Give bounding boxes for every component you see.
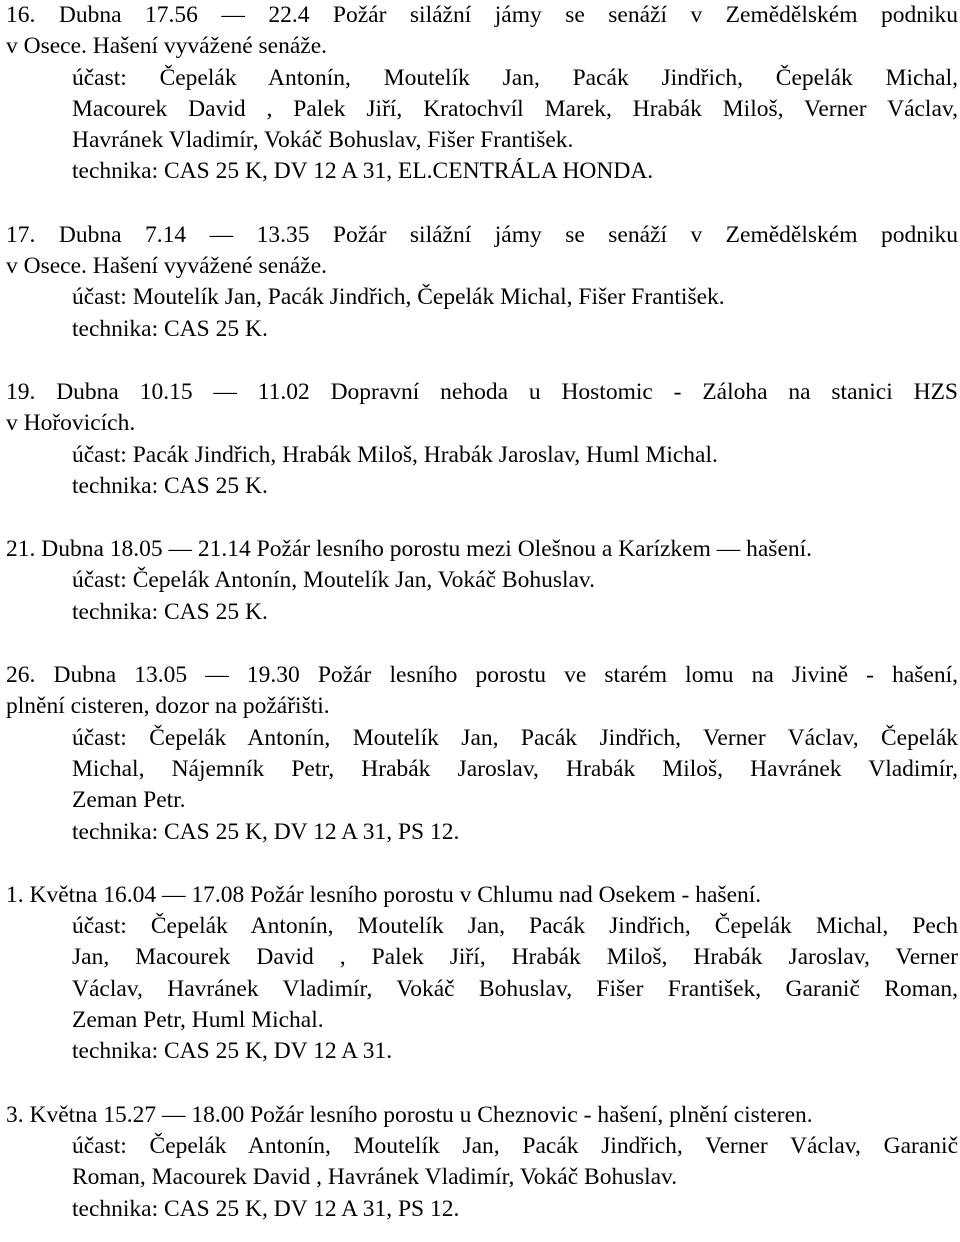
participants-line: účast: Moutelík Jan, Pacák Jindřich, Čepelák Michal, Fišer František. [72,284,725,311]
record-entry [6,660,958,848]
entry-heading-line: 26. Dubna 13.05 — 19.30 Požár lesního porostu ve starém lomu na Jivině - hašení, [6,662,958,689]
entry-heading-line: 19. Dubna 10.15 — 11.02 Dopravní nehoda u Hostomic - Záloha na stanici HZS [6,378,958,405]
participants-line: Michal, Nájemník Petr, Hrabák Jaroslav, Hrabák Miloš, Havránek Vladimír, [72,755,958,782]
document-page [6,0,958,1225]
entry-heading-line: 21. Dubna 18.05 — 21.14 Požár lesního porostu mezi Olešnou a Karízkem — hašení. [6,536,813,563]
entry-heading-line: v Osece. Hašení vyvážené senáže. [6,253,328,280]
participants-line: účast: Pacák Jindřich, Hrabák Miloš, Hrabák Jaroslav, Huml Michal. [72,441,718,468]
equipment-line: technika: CAS 25 K. [72,472,268,499]
participants-line: Zeman Petr. [72,787,186,814]
record-entry [6,1100,958,1225]
entry-heading-line: 1. Května 16.04 — 17.08 Požár lesního porostu v Chlumu nad Osekem - hašení. [6,881,762,908]
participants-line: účast: Čepelák Antonín, Moutelík Jan, Pacák Jindřich, Čepelák Michal, Pech [72,913,958,940]
record-entry [6,377,958,502]
entry-heading-line: plnění cisteren, dozor na požářišti. [6,693,330,720]
record-entry [6,220,958,345]
participants-line: účast: Čepelák Antonín, Moutelík Jan, Pacák Jindřich, Verner Václav, Garanič [72,1132,958,1159]
participants-line: účast: Čepelák Antonín, Moutelík Jan, Pacák Jindřich, Čepelák Michal, [72,64,958,91]
equipment-line: technika: CAS 25 K, DV 12 A 31, PS 12. [72,1195,460,1222]
record-entry [6,880,958,1068]
record-entry [6,0,958,188]
entry-heading-line: 17. Dubna 7.14 — 13.35 Požár silážní jámy se senáží v Zemědělském podniku [6,221,958,248]
participants-line: Václav, Havránek Vladimír, Vokáč Bohuslav, Fišer František, Garanič Roman, [72,975,958,1002]
participants-line: účast: Čepelák Antonín, Moutelík Jan, Vokáč Bohuslav. [72,567,596,594]
participants-line: Macourek David , Palek Jiří, Kratochvíl Marek, Hrabák Miloš, Verner Václav, [72,95,958,122]
participants-line: Havránek Vladimír, Vokáč Bohuslav, Fišer František. [72,127,574,154]
equipment-line: technika: CAS 25 K, DV 12 A 31, PS 12. [72,818,460,845]
equipment-line: technika: CAS 25 K, DV 12 A 31, EL.CENTRÁLA HONDA. [72,158,654,185]
equipment-line: technika: CAS 25 K, DV 12 A 31. [72,1038,393,1065]
equipment-line: technika: CAS 25 K. [72,598,268,625]
equipment-line: technika: CAS 25 K. [72,315,268,342]
record-entry [6,534,958,628]
entry-heading-line: v Hořovicích. [6,410,136,437]
participants-line: Roman, Macourek David , Havránek Vladimír, Vokáč Bohuslav. [72,1164,678,1191]
entry-heading-line: v Osece. Hašení vyvážené senáže. [6,33,328,60]
entry-heading-line: 16. Dubna 17.56 — 22.4 Požár silážní jámy se senáží v Zemědělském podniku [6,2,958,28]
participants-line: Jan, Macourek David , Palek Jiří, Hrabák Miloš, Hrabák Jaroslav, Verner [72,944,958,971]
participants-line: účast: Čepelák Antonín, Moutelík Jan, Pacák Jindřich, Verner Václav, Čepelák [72,724,958,751]
entry-heading-line: 3. Května 15.27 — 18.00 Požár lesního porostu u Cheznovic - hašení, plnění cisteren. [6,1101,813,1128]
participants-line: Zeman Petr, Huml Michal. [72,1007,324,1034]
